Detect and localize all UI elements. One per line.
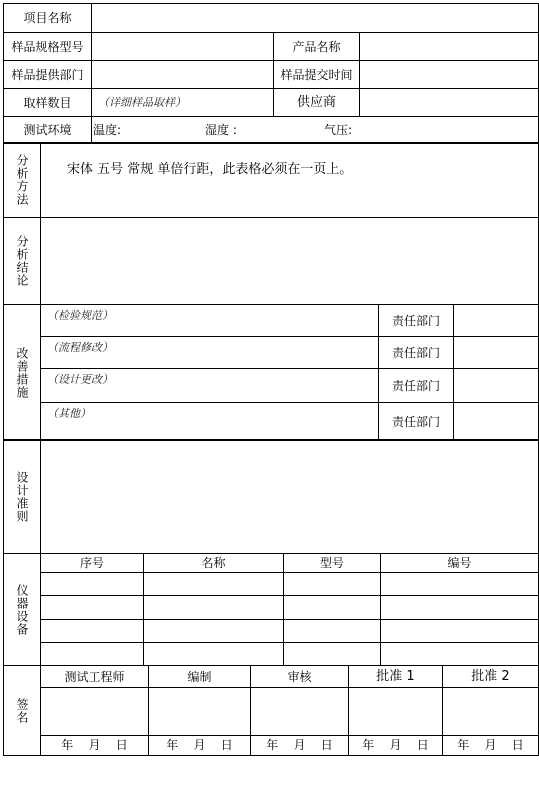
table-cell[interactable] — [144, 642, 284, 665]
table-cell[interactable] — [284, 642, 381, 665]
table-cell[interactable] — [144, 619, 284, 642]
column-header-model: 型号 — [284, 554, 381, 573]
table-cell[interactable] — [381, 573, 539, 596]
pressure-label: 气压: — [324, 123, 353, 137]
column-header-name: 名称 — [144, 554, 284, 573]
month-label: 月 — [88, 738, 101, 753]
analysis-method-label: 分析方法 — [15, 154, 29, 206]
design-rules-label: 设计准则 — [15, 470, 29, 523]
month-label: 月 — [484, 738, 497, 753]
table-cell[interactable] — [41, 596, 144, 619]
responsible-dept-label: 责任部门 — [379, 403, 454, 441]
improvement-label: 改善措施 — [15, 346, 29, 399]
analysis-conclusion-label: 分析结论 — [15, 235, 29, 287]
month-label: 月 — [193, 738, 206, 753]
table-cell[interactable] — [284, 596, 381, 619]
day-label: 日 — [416, 738, 429, 753]
temperature-label: 温度: — [93, 123, 122, 137]
signature-field[interactable] — [349, 688, 443, 736]
column-header-test-engineer: 测试工程师 — [41, 666, 149, 688]
analysis-method-field[interactable] — [41, 143, 539, 218]
project-name-field[interactable] — [92, 4, 539, 33]
improvement-label-cell — [4, 305, 41, 441]
analysis-conclusion-label-cell — [4, 218, 41, 305]
table-cell[interactable] — [284, 619, 381, 642]
analysis-conclusion-field[interactable] — [41, 218, 539, 305]
signature-field[interactable] — [149, 688, 251, 736]
year-label: 年 — [362, 738, 375, 753]
signature-field[interactable] — [443, 688, 539, 736]
responsible-dept-field[interactable] — [454, 305, 539, 337]
date-field[interactable] — [41, 735, 149, 755]
table-cell[interactable] — [41, 619, 144, 642]
improvement-item-3[interactable] — [41, 369, 379, 403]
column-header-index: 序号 — [41, 554, 144, 573]
design-rules-label-cell — [4, 440, 41, 554]
year-label: 年 — [61, 738, 74, 753]
responsible-dept-field[interactable] — [454, 337, 539, 369]
sample-spec-label: 样品规格型号 — [4, 33, 92, 61]
test-env-label: 测试环境 — [4, 117, 92, 144]
day-label: 日 — [220, 738, 233, 753]
body-table — [3, 142, 539, 441]
design-rules-table — [3, 439, 539, 554]
year-label: 年 — [457, 738, 470, 753]
column-header-approval-2: 批准 2 — [443, 666, 539, 688]
table-cell[interactable] — [41, 573, 144, 596]
sample-dept-field[interactable] — [92, 61, 274, 89]
day-label: 日 — [320, 738, 333, 753]
date-field[interactable] — [149, 735, 251, 755]
column-header-reviewed: 审核 — [251, 666, 349, 688]
improvement-item-text: （设计更改） — [47, 373, 113, 386]
signature-field[interactable] — [251, 688, 349, 736]
table-cell[interactable] — [381, 619, 539, 642]
test-env-field[interactable] — [92, 117, 539, 144]
date-field[interactable] — [443, 735, 539, 755]
instruments-label: 仪器设备 — [15, 583, 29, 636]
responsible-dept-label: 责任部门 — [379, 305, 454, 337]
analysis-method-label-cell — [4, 143, 41, 218]
instruments-label-cell — [4, 554, 41, 666]
sampling-qty-hint: （详细样品取样） — [98, 96, 186, 109]
product-name-label: 产品名称 — [274, 33, 360, 61]
day-label: 日 — [511, 738, 524, 753]
sample-time-field[interactable] — [360, 61, 539, 89]
table-cell[interactable] — [381, 596, 539, 619]
year-label: 年 — [266, 738, 279, 753]
signature-field[interactable] — [41, 688, 149, 736]
instruments-table — [3, 553, 539, 666]
signature-table — [3, 665, 539, 756]
responsible-dept-label: 责任部门 — [379, 337, 454, 369]
table-cell[interactable] — [284, 573, 381, 596]
column-header-code: 编号 — [381, 554, 539, 573]
humidity-label: 湿度 : — [205, 123, 237, 137]
project-name-label: 项目名称 — [4, 4, 92, 33]
column-header-prepared: 编制 — [149, 666, 251, 688]
improvement-item-text: （检验规范） — [47, 309, 113, 322]
improvement-item-4[interactable] — [41, 403, 379, 441]
improvement-item-text: （流程修改） — [47, 341, 113, 354]
responsible-dept-label: 责任部门 — [379, 369, 454, 403]
sample-dept-label: 样品提供部门 — [4, 61, 92, 89]
date-field[interactable] — [251, 735, 349, 755]
table-cell[interactable] — [144, 573, 284, 596]
product-name-field[interactable] — [360, 33, 539, 61]
table-cell[interactable] — [381, 642, 539, 665]
date-field[interactable] — [349, 735, 443, 755]
sample-time-label: 样品提交时间 — [274, 61, 360, 89]
design-rules-field[interactable] — [41, 440, 539, 554]
responsible-dept-field[interactable] — [454, 369, 539, 403]
sampling-qty-label: 取样数目 — [4, 89, 92, 117]
supplier-field[interactable] — [360, 89, 539, 117]
analysis-method-text: 宋体 五号 常规 单倍行距，此表格必须在一页上。 — [67, 162, 353, 177]
improvement-item-text: （其他） — [47, 407, 91, 420]
sample-spec-field[interactable] — [92, 33, 274, 61]
month-label: 月 — [389, 738, 402, 753]
column-header-approval-1: 批准 1 — [349, 666, 443, 688]
year-label: 年 — [166, 738, 179, 753]
table-cell[interactable] — [144, 596, 284, 619]
responsible-dept-field[interactable] — [454, 403, 539, 441]
improvement-item-2[interactable] — [41, 337, 379, 369]
improvement-item-1[interactable] — [41, 305, 379, 337]
sampling-qty-field[interactable] — [92, 89, 274, 117]
supplier-label: 供应商 — [274, 89, 360, 117]
month-label: 月 — [293, 738, 306, 753]
signature-label-cell — [4, 666, 41, 756]
table-cell[interactable] — [41, 642, 144, 665]
header-table — [3, 3, 539, 144]
signature-label: 签名 — [15, 697, 29, 724]
day-label: 日 — [115, 738, 128, 753]
